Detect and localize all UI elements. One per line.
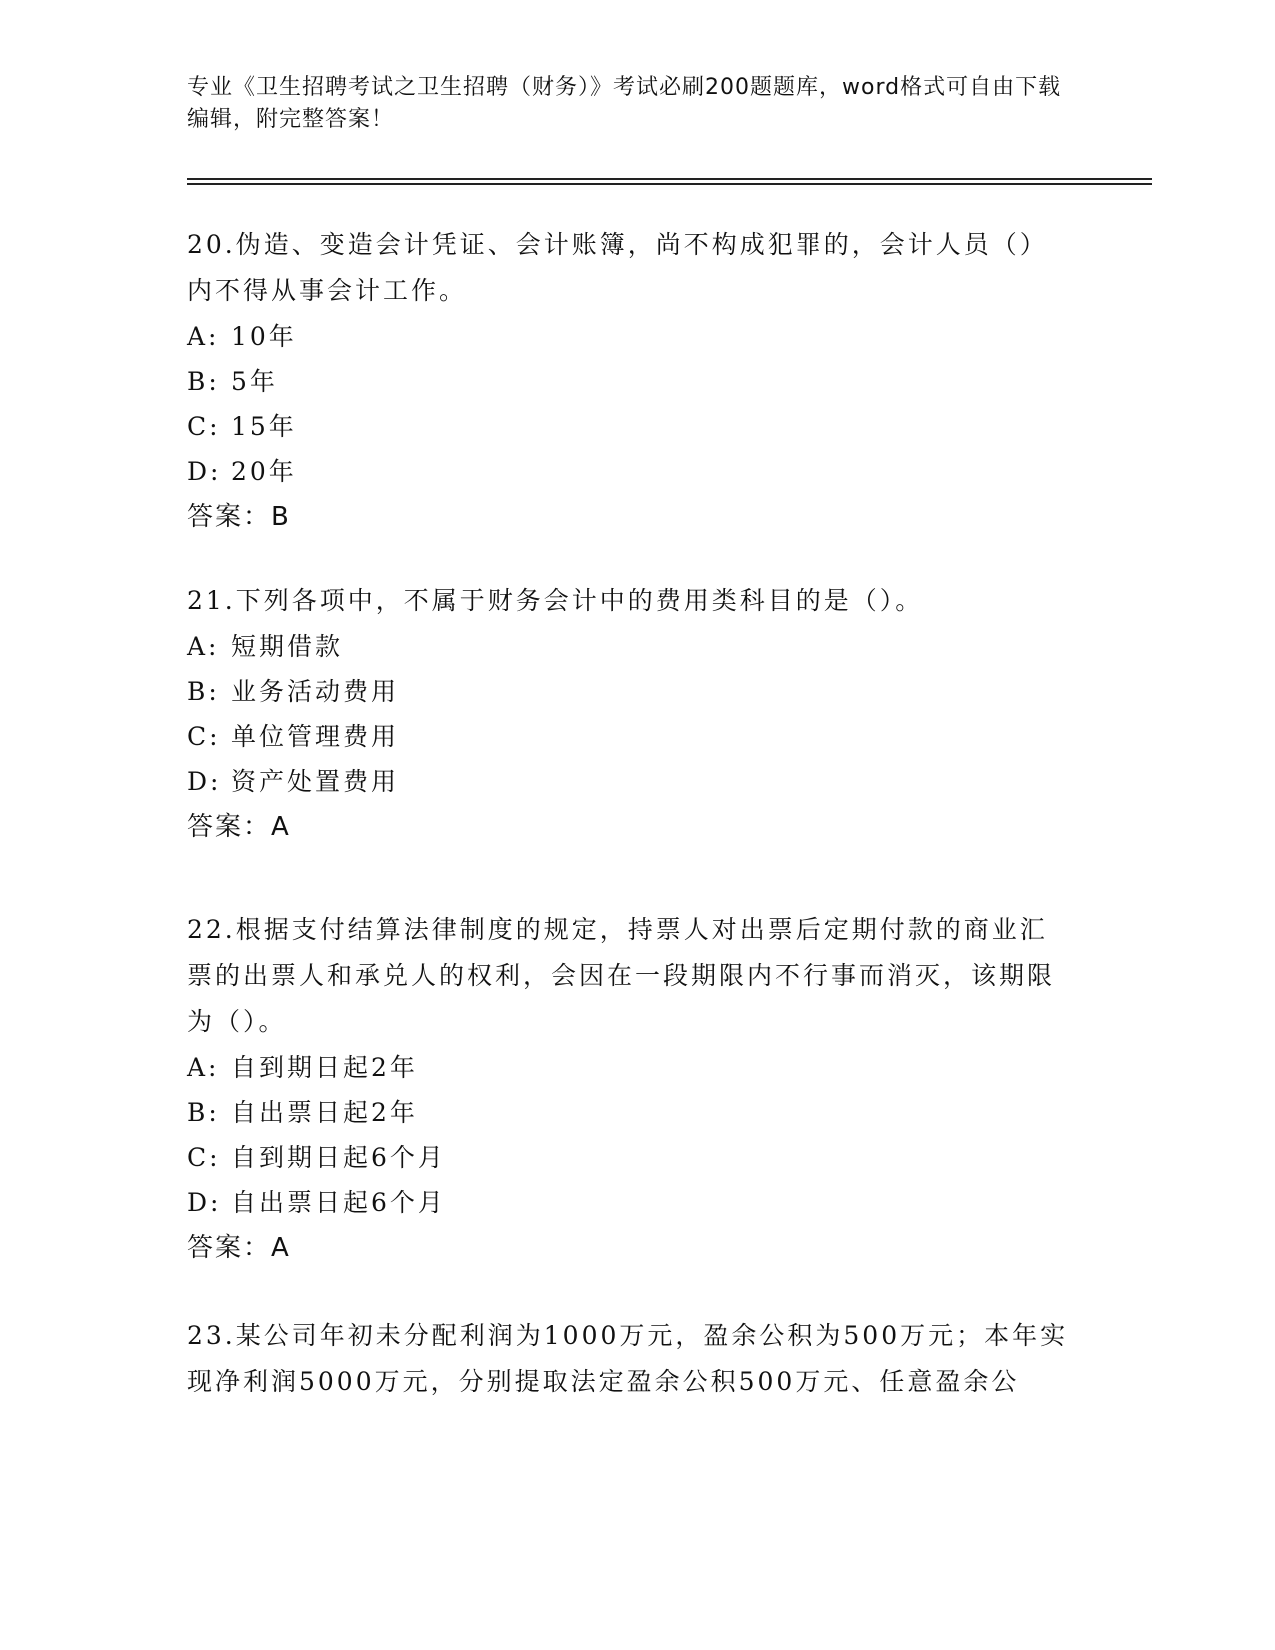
question-stem: 21.下列各项中，不属于财务会计中的费用类科目的是（）。: [187, 586, 924, 615]
option-a: [187, 314, 1072, 359]
option-c: [187, 1135, 1072, 1180]
option-text: 业务活动费用: [231, 677, 400, 706]
option-text: 单位管理费用: [231, 722, 400, 751]
option-text: 短期借款: [231, 632, 344, 661]
option-text: 自出票日起6个月: [231, 1188, 446, 1217]
answer: 答案：A: [187, 1233, 291, 1263]
question-23: [187, 1313, 1072, 1405]
question-stem: 22.根据支付结算法律制度的规定，持票人对出票后定期付款的商业汇票的出票人和承兑人的权利，会因在一段期限内不行事而消灭，该期限为（）。: [187, 915, 1056, 1036]
question-21: [187, 578, 1072, 850]
option-text: 自到期日起6个月: [231, 1143, 446, 1172]
option-key: D:: [187, 767, 222, 796]
option-key: C:: [187, 1143, 221, 1172]
document-header: 专业《卫生招聘考试之卫生招聘（财务）》考试必刷200题题库，word格式可自由下载编辑，附完整答案！: [187, 75, 1062, 132]
option-b: [187, 1090, 1072, 1135]
option-text: 自出票日起2年: [231, 1098, 418, 1127]
question-20: [187, 222, 1072, 540]
option-text: 15年: [231, 412, 297, 441]
question-22: [187, 907, 1072, 1271]
option-text: 资产处置费用: [231, 767, 400, 796]
option-key: A:: [187, 1053, 220, 1082]
option-c: [187, 714, 1072, 759]
option-key: A:: [187, 322, 220, 351]
option-key: B:: [187, 1098, 220, 1127]
option-text: 10年: [231, 322, 297, 351]
answer: 答案：A: [187, 812, 291, 842]
option-key: A:: [187, 632, 220, 661]
question-stem: 20.伪造、变造会计凭证、会计账簿，尚不构成犯罪的，会计人员（）内不得从事会计工作。: [187, 230, 1048, 305]
option-key: B:: [187, 367, 220, 396]
option-text: 5年: [231, 367, 278, 396]
option-c: [187, 404, 1072, 449]
option-key: B:: [187, 677, 220, 706]
option-a: [187, 1045, 1072, 1090]
option-text: 自到期日起2年: [231, 1053, 418, 1082]
question-stem: 23.某公司年初未分配利润为1000万元，盈余公积为500万元；本年实现净利润5000万元，分别提取法定盈余公积500万元、任意盈余公: [187, 1321, 1069, 1396]
option-key: C:: [187, 412, 221, 441]
option-b: [187, 669, 1072, 714]
option-d: [187, 1180, 1072, 1225]
header-rule-bottom: [187, 183, 1152, 185]
option-d: [187, 759, 1072, 804]
option-key: C:: [187, 722, 221, 751]
answer: 答案：B: [187, 502, 291, 532]
option-key: D:: [187, 1188, 222, 1217]
option-text: 20年: [231, 457, 297, 486]
option-key: D:: [187, 457, 222, 486]
option-b: [187, 359, 1072, 404]
header-rule-top: [187, 178, 1152, 180]
option-a: [187, 624, 1072, 669]
option-d: [187, 449, 1072, 494]
